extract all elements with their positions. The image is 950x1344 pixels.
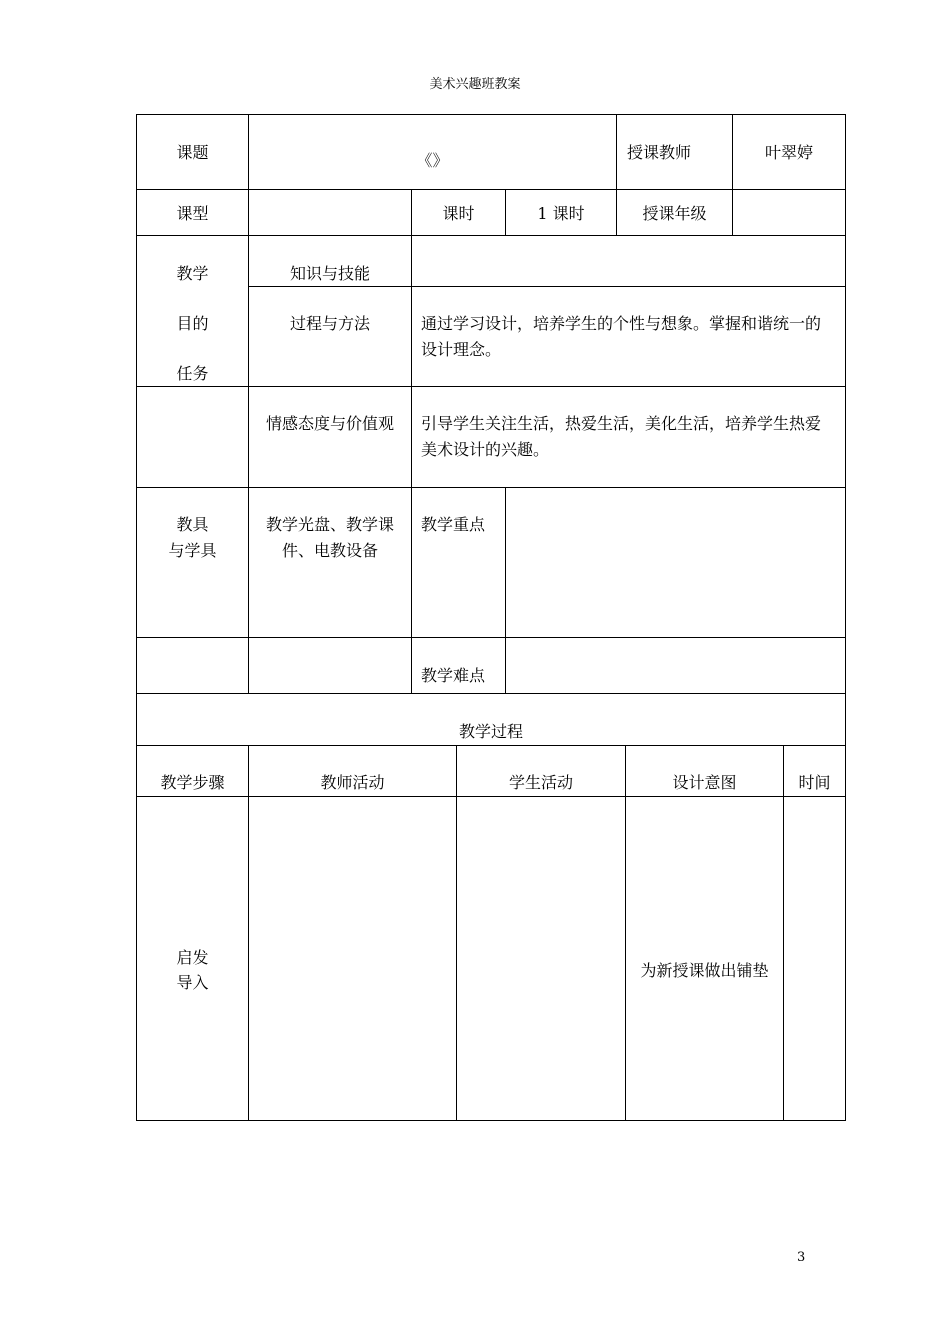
type-label: 课型 [176,204,209,223]
objectives-label-line1: 教学 [176,264,209,283]
cell-grade-value [732,189,846,236]
hours-value: 1 课时 [537,204,585,223]
header-time: 时间 [798,773,831,792]
subject-label: 课题 [176,143,209,162]
process-value-line1: 通过学习设计，培养学生的个性与想象。掌握和谐统一的 [421,314,822,333]
knowledge-label: 知识与技能 [289,264,370,283]
difficulty-label: 教学难点 [421,666,486,685]
header-teacher: 教师活动 [320,773,385,792]
process-label: 过程与方法 [289,314,370,333]
cell-row-teacher [248,796,457,1121]
header-student: 学生活动 [508,773,573,792]
cell-difficulty-blank1 [136,637,249,694]
header-step: 教学步骤 [160,773,225,792]
emotion-label: 情感态度与价值观 [265,414,394,433]
cell-type-value [248,189,412,236]
page-number: 3 [797,1250,806,1265]
cell-difficulty-blank2 [248,637,412,694]
grade-label: 授课年级 [642,204,707,223]
hours-label: 课时 [442,204,475,223]
objectives-label-line3: 任务 [176,364,209,383]
subject-value: 《》 [416,151,449,170]
cell-knowledge-value [411,235,846,287]
process-value-line2: 设计理念。 [421,340,502,359]
tools-value-line1: 教学光盘、教学课 [265,515,394,534]
process-title: 教学过程 [458,722,523,741]
row-intent: 为新授课做出铺垫 [640,961,769,980]
cell-emotion-label [248,386,412,488]
cell-emotion-blank [136,386,249,488]
cell-row-student [456,796,626,1121]
emotion-value-line1: 引导学生关注生活，热爱生活，美化生活，培养学生热爱 [421,414,822,433]
header-intent: 设计意图 [672,773,737,792]
objectives-label-line2: 目的 [176,314,209,333]
row-step-line2: 导入 [176,973,209,992]
page-header: 美术兴趣班教案 [429,77,521,92]
teacher-value: 叶翠婷 [764,143,813,162]
teacher-label: 授课教师 [626,143,691,162]
cell-key-label [411,487,506,638]
cell-row-time [783,796,846,1121]
tools-label-line2: 与学具 [168,541,217,560]
key-label: 教学重点 [421,515,486,534]
cell-difficulty-value [505,637,846,694]
emotion-value-line2: 美术设计的兴趣。 [421,440,550,459]
tools-value-line2: 件、电教设备 [281,541,378,560]
row-step-line1: 启发 [176,948,209,967]
tools-label-line1: 教具 [176,515,209,534]
cell-key-value [505,487,846,638]
